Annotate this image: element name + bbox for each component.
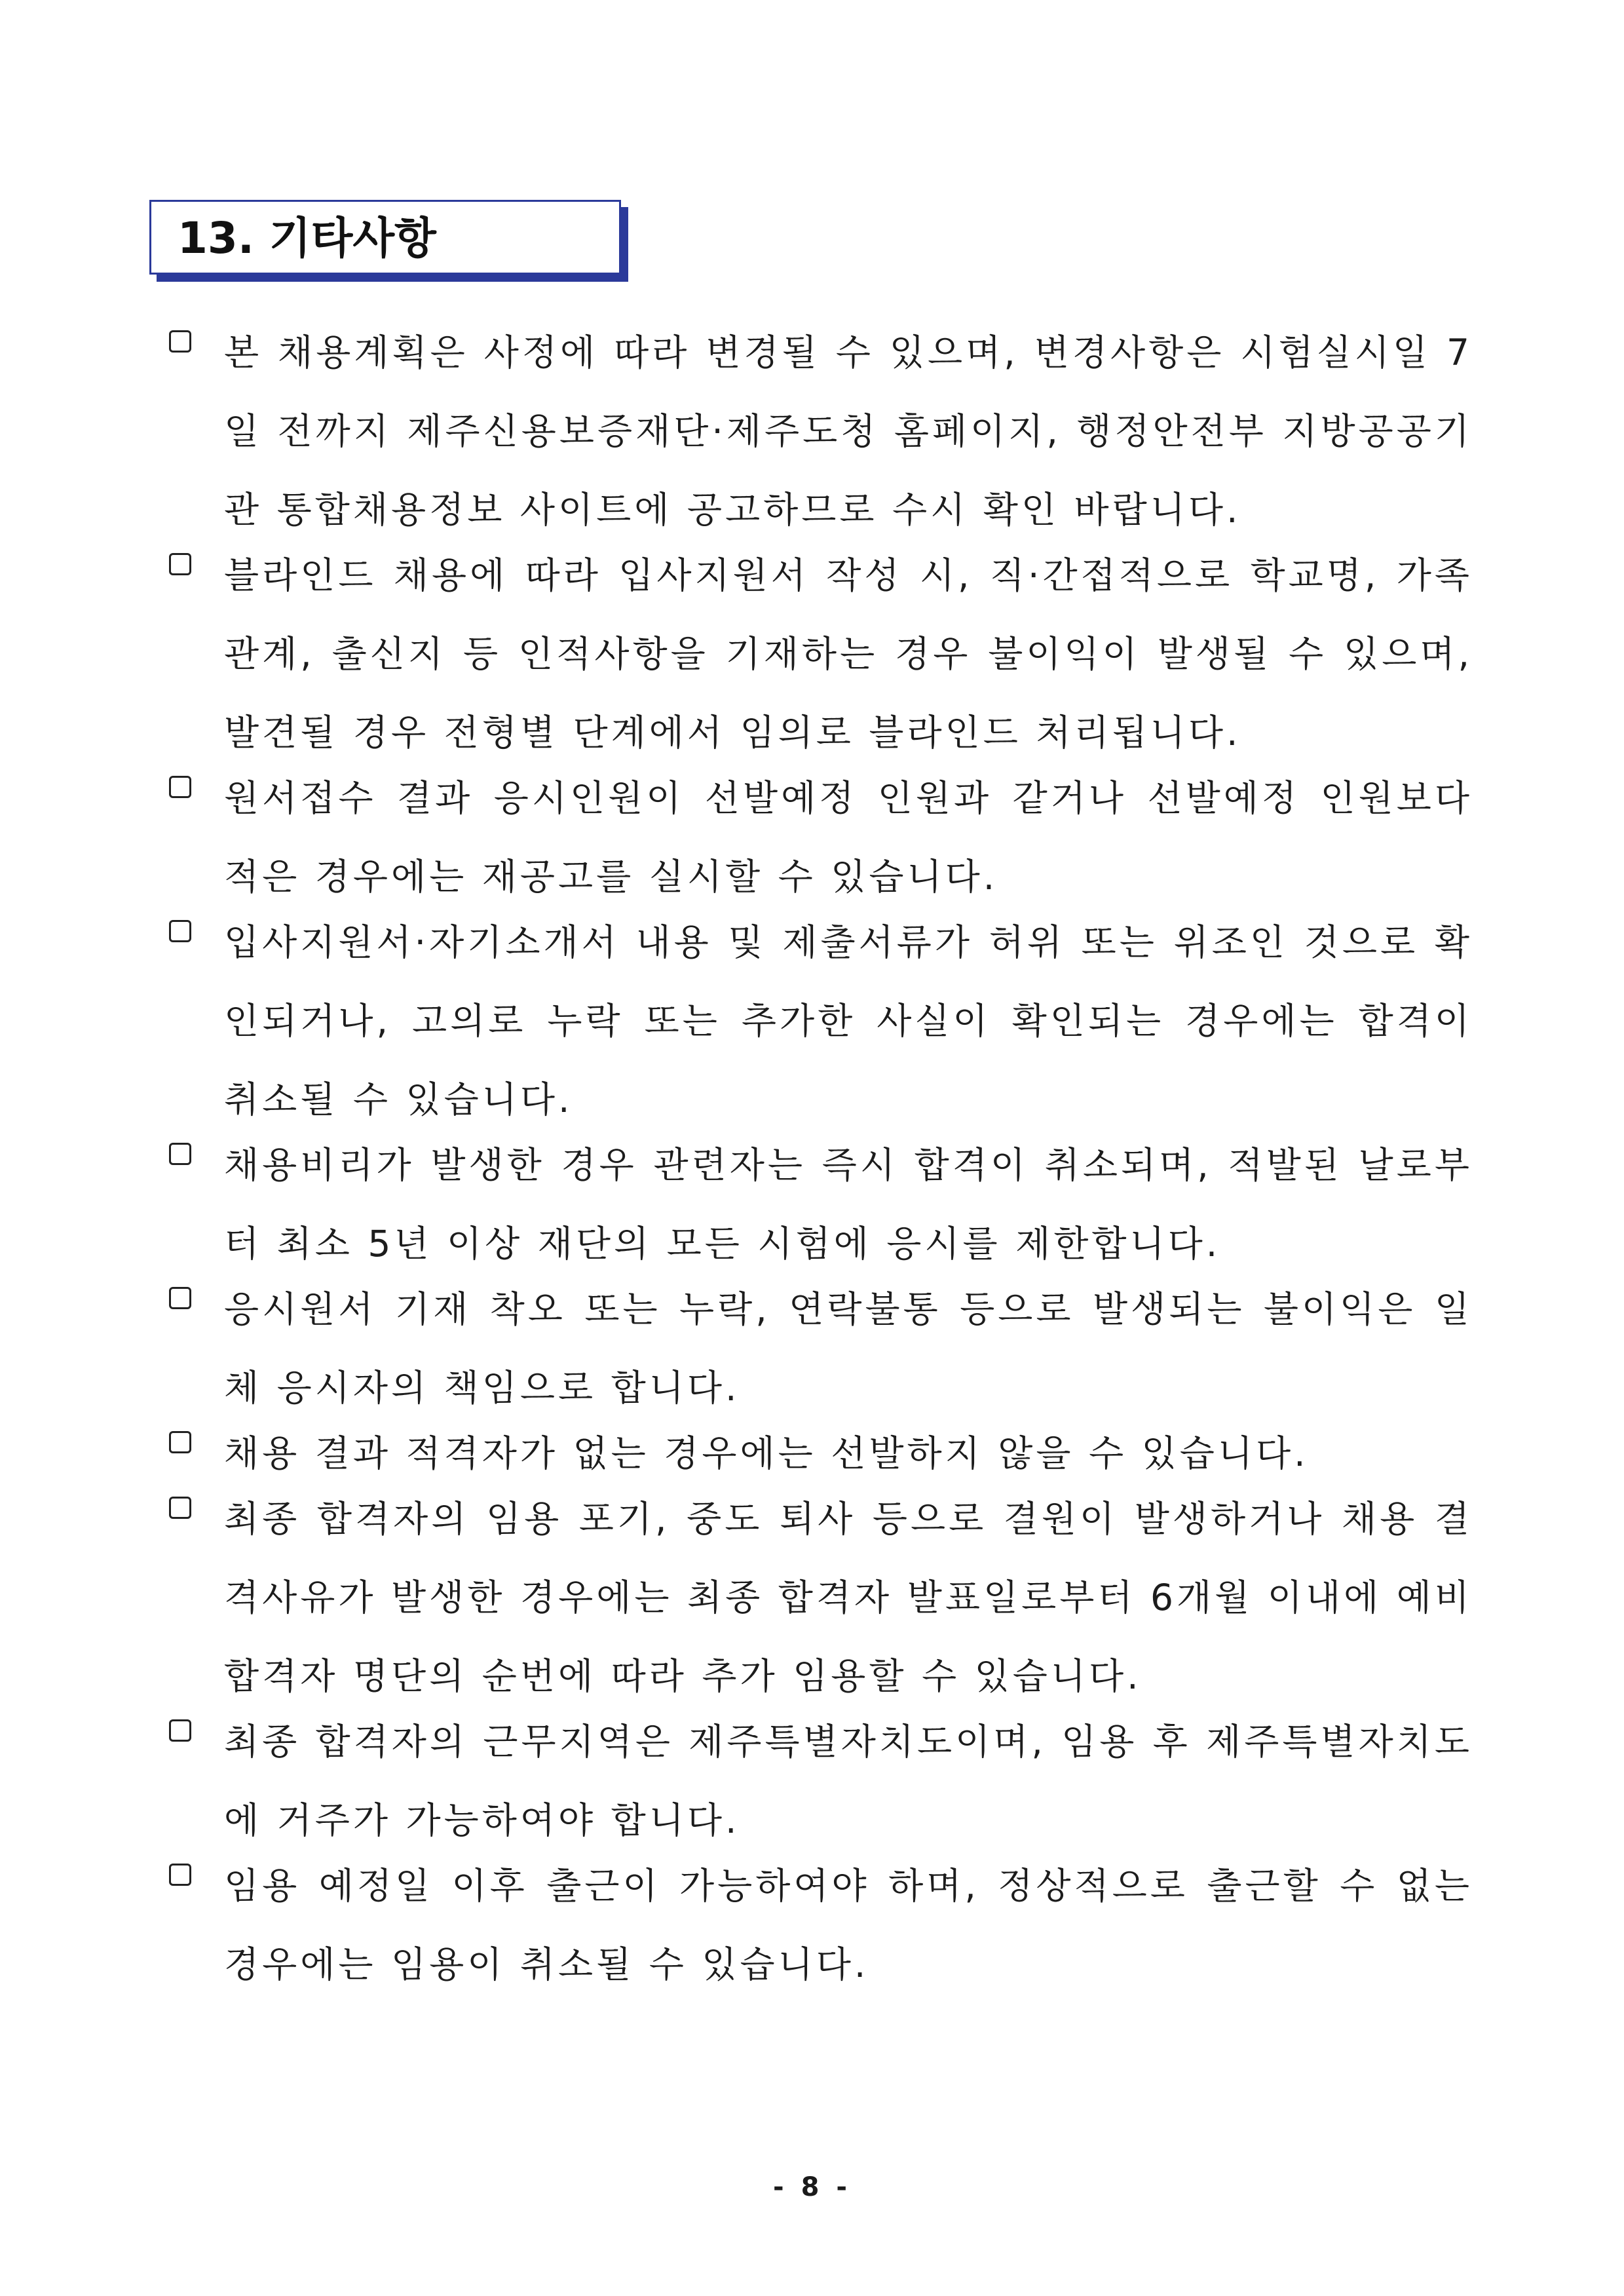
list-item — [169, 1126, 1473, 1283]
list-item — [169, 536, 1473, 772]
list-item-text: 블라인드 채용에 따라 입사지원서 작성 시, 직·간접적으로 학교명, 가족관계, 출신지 등 인적사항을 기재하는 경우 불이익이 발생될 수 있으며, 발견될 경우 전형별 단계에서 임의로 블라인드 처리됩니다. — [224, 554, 1473, 754]
notice-list — [169, 326, 1473, 2004]
list-item — [169, 903, 1473, 1139]
checkbox-bullet-icon — [169, 553, 191, 575]
list-item-text: 원서접수 결과 응시인원이 선발예정 인원과 같거나 선발예정 인원보다 적은 경우에는 재공고를 실시할 수 있습니다. — [224, 777, 1473, 898]
list-item — [169, 313, 1473, 549]
checkbox-bullet-icon — [169, 1497, 191, 1519]
list-item-text: 입사지원서·자기소개서 내용 및 제출서류가 허위 또는 위조인 것으로 확인되거나, 고의로 누락 또는 추가한 사실이 확인되는 경우에는 합격이 취소될 수 있습니다. — [224, 921, 1473, 1120]
list-item-text: 최종 합격자의 임용 포기, 중도 퇴사 등으로 결원이 발생하거나 채용 결격사유가 발생한 경우에는 최종 합격자 발표일로부터 6개월 이내에 예비합격자 명단의 순번에 따라 추가 임용할 수 있습니다. — [224, 1498, 1473, 1697]
checkbox-bullet-icon — [169, 1719, 191, 1742]
list-item-text: 임용 예정일 이후 출근이 가능하여야 하며, 정상적으로 출근할 수 없는 경우에는 임용이 취소될 수 있습니다. — [224, 1865, 1473, 1985]
list-item — [169, 1702, 1473, 1860]
page-number: - 8 - — [773, 2172, 851, 2202]
checkbox-bullet-icon — [169, 1864, 191, 1886]
checkbox-bullet-icon — [169, 330, 191, 353]
list-item — [169, 1846, 1473, 2004]
section-title: 13. 기타사항 — [178, 213, 436, 263]
list-item-text: 채용비리가 발생한 경우 관련자는 즉시 합격이 취소되며, 적발된 날로부터 최소 5년 이상 재단의 모든 시험에 응시를 제한합니다. — [224, 1144, 1473, 1265]
checkbox-bullet-icon — [169, 920, 191, 942]
list-item — [169, 759, 1473, 916]
checkbox-bullet-icon — [169, 1431, 191, 1453]
section-heading-box — [149, 200, 621, 275]
list-item-text: 최종 합격자의 근무지역은 제주특별자치도이며, 임용 후 제주특별자치도에 거주가 가능하여야 합니다. — [224, 1721, 1473, 1841]
list-item-text: 본 채용계획은 사정에 따라 변경될 수 있으며, 변경사항은 시험실시일 7일 전까지 제주신용보증재단·제주도청 홈페이지, 행정안전부 지방공공기관 통합채용정보 사이트에 공고하므로 수시 확인 바랍니다. — [224, 332, 1473, 531]
checkbox-bullet-icon — [169, 1143, 191, 1165]
checkbox-bullet-icon — [169, 1287, 191, 1309]
list-item-text: 채용 결과 적격자가 없는 경우에는 선발하지 않을 수 있습니다. — [224, 1432, 1309, 1474]
list-item-text: 응시원서 기재 착오 또는 누락, 연락불통 등으로 발생되는 불이익은 일체 응시자의 책임으로 합니다. — [224, 1288, 1473, 1409]
list-item — [169, 1480, 1473, 1715]
list-item — [169, 1270, 1473, 1427]
checkbox-bullet-icon — [169, 776, 191, 798]
